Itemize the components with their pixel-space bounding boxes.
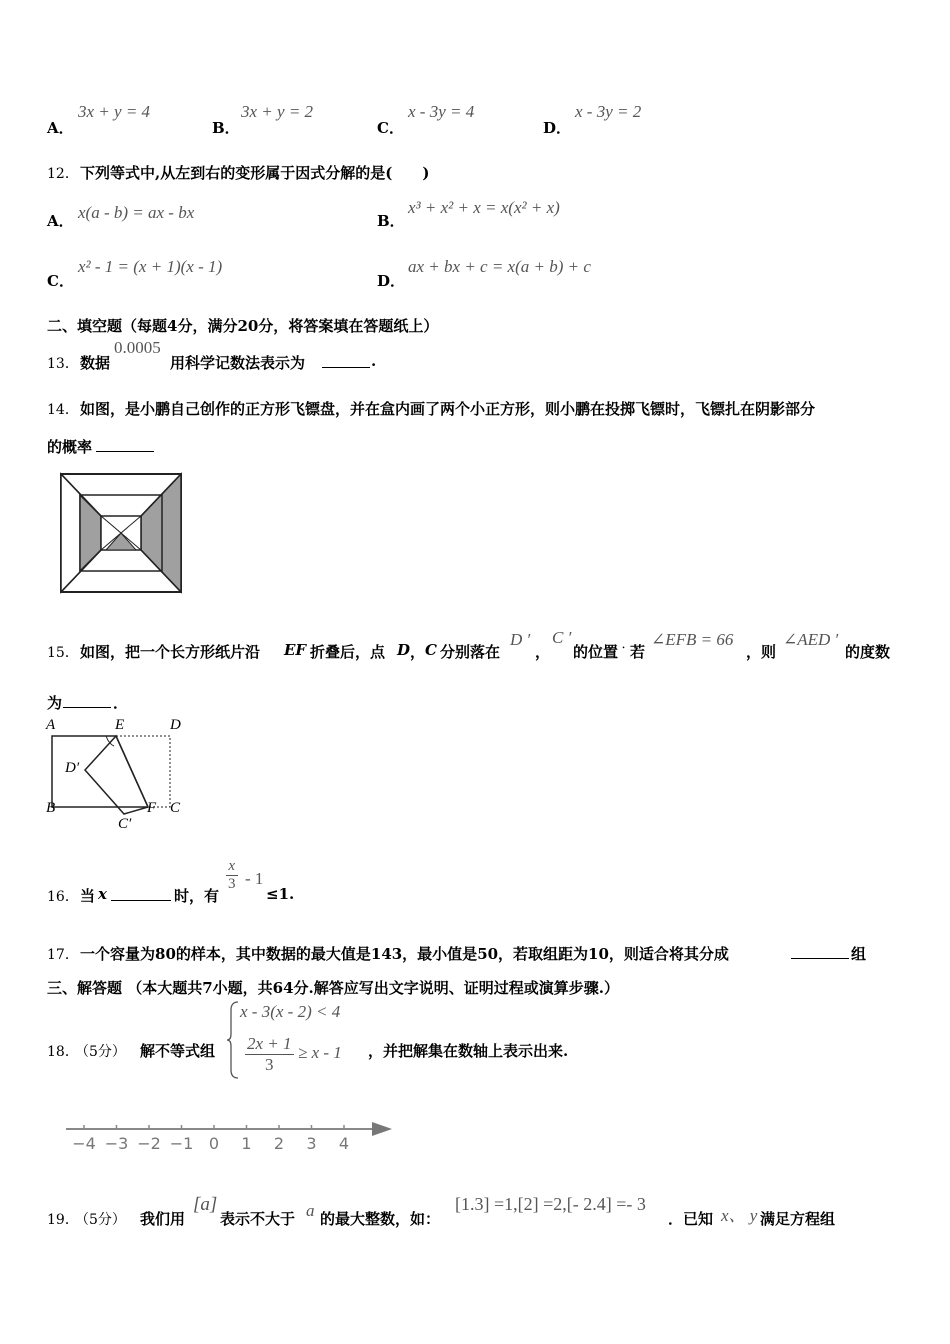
math-var: C bbox=[425, 641, 437, 659]
question-text: ≤1. bbox=[266, 885, 295, 903]
option-label: A． bbox=[47, 119, 74, 137]
math-expr: C ′ bbox=[552, 628, 572, 647]
question-number: 12． bbox=[47, 166, 79, 182]
option-expr: x³ + x² + x = x(x² + x) bbox=[408, 198, 560, 217]
question-text: 组 bbox=[851, 945, 867, 963]
question-text: 分别落在 bbox=[440, 643, 501, 661]
math-value: 0.0005 bbox=[114, 338, 161, 357]
fig-label-a: A bbox=[46, 717, 56, 733]
question-score: （5分） bbox=[75, 1044, 126, 1060]
brace-icon bbox=[226, 1000, 240, 1080]
question-text: 用科学记数法表示为 bbox=[170, 354, 306, 372]
option-label: A． bbox=[47, 212, 74, 230]
option-expr: x(a - b) = ax - bx bbox=[78, 203, 195, 222]
question-text: 折叠后，点 bbox=[310, 643, 386, 661]
question-text: 若 bbox=[630, 643, 646, 661]
number-line-label: 2 bbox=[273, 1134, 285, 1153]
question-text: 的最大整数，如： bbox=[320, 1210, 441, 1228]
folded-rectangle-figure bbox=[40, 714, 190, 838]
option-label: B． bbox=[212, 119, 240, 137]
fig-label-e: E bbox=[115, 717, 125, 733]
question-number: 17． bbox=[47, 947, 79, 963]
answer-blank bbox=[791, 944, 849, 959]
number-line bbox=[60, 1116, 400, 1156]
fig-label-b: B bbox=[46, 800, 56, 816]
fig-label-d-prime: D′ bbox=[65, 760, 80, 776]
question-number: 13． bbox=[47, 356, 79, 372]
question-text: ．已知 bbox=[668, 1210, 714, 1228]
inequality-2-rhs: ≥ x - 1 bbox=[298, 1043, 342, 1062]
question-text: 满足方程组 bbox=[760, 1210, 836, 1228]
question-text: ， bbox=[410, 643, 426, 661]
fraction-denominator: 3 bbox=[265, 1055, 274, 1074]
math-expr: ∠AED ′ bbox=[783, 630, 839, 649]
fraction-numerator: x bbox=[226, 858, 238, 876]
question-text: ， bbox=[535, 643, 551, 661]
fig-label-c: C bbox=[170, 800, 181, 816]
question-text: 的位置 bbox=[573, 643, 619, 661]
answer-blank bbox=[111, 886, 171, 901]
question-text: 解不等式组 bbox=[140, 1042, 216, 1060]
inequality-1: x - 3(x - 2) < 4 bbox=[240, 1002, 341, 1021]
option-expr: x² - 1 = (x + 1)(x - 1) bbox=[78, 257, 223, 276]
fraction-denominator: 3 bbox=[228, 876, 236, 892]
fraction bbox=[226, 858, 238, 893]
option-label: C． bbox=[47, 272, 74, 290]
fig-label-c-prime: C′ bbox=[118, 816, 132, 832]
fig-label-d: D bbox=[170, 717, 181, 733]
question-text: . bbox=[371, 352, 377, 370]
math-var: x、 y bbox=[721, 1206, 758, 1225]
option-label: D． bbox=[377, 272, 406, 290]
math-var: x bbox=[98, 885, 107, 903]
question-number: 19． bbox=[47, 1212, 79, 1228]
number-line-label: −4 bbox=[72, 1134, 96, 1153]
option-expr: x - 3y = 2 bbox=[575, 102, 642, 121]
section-heading-fill-in: 二、填空题（每题4分，满分20分，将答案填在答题纸上） bbox=[47, 317, 439, 335]
option-expr: 3x + y = 2 bbox=[241, 102, 314, 121]
question-text: 我们用 bbox=[140, 1210, 186, 1228]
number-line-label: 4 bbox=[338, 1134, 350, 1153]
fraction-numerator: 2x + 1 bbox=[247, 1034, 292, 1053]
question-text: ． bbox=[622, 640, 632, 651]
option-label: C． bbox=[377, 119, 404, 137]
option-expr: ax + bx + c = x(a + b) + c bbox=[408, 257, 591, 276]
number-line-label: −1 bbox=[169, 1134, 194, 1153]
question-text: 如图，把一个长方形纸片沿 bbox=[80, 643, 261, 661]
math-expr: - 1 bbox=[245, 869, 264, 888]
question-text: 当 bbox=[80, 887, 96, 905]
option-expr: 3x + y = 4 bbox=[78, 102, 151, 121]
number-line-label: 0 bbox=[208, 1134, 220, 1153]
option-label: D． bbox=[543, 119, 572, 137]
question-text: 如图，是小鹏自己创作的正方形飞镖盘，并在盒内画了两个小正方形，则小鹏在投掷飞镖时，飞镖扎在阴影部分 bbox=[80, 400, 816, 418]
math-expr: [a] bbox=[193, 1194, 218, 1215]
question-text: 为 bbox=[47, 694, 63, 712]
dartboard-figure bbox=[58, 471, 184, 595]
question-number: 14． bbox=[47, 402, 79, 418]
number-line-label: −2 bbox=[137, 1134, 161, 1153]
section-heading-solutions: 三、解答题 （本大题共7小题，共64分.解答应写出文字说明、证明过程或演算步骤.） bbox=[47, 979, 619, 997]
answer-blank bbox=[322, 353, 370, 368]
math-var: EF bbox=[284, 641, 307, 659]
math-expr: [1.3] =1,[2] =2,[- 2.4] =- 3 bbox=[455, 1194, 646, 1214]
question-text: ． bbox=[113, 694, 129, 712]
question-text: ，则 bbox=[746, 643, 777, 661]
number-line-label: −3 bbox=[104, 1134, 129, 1153]
question-text: 的度数 bbox=[845, 643, 891, 661]
option-expr: x - 3y = 4 bbox=[408, 102, 475, 121]
math-var: D bbox=[397, 641, 411, 659]
answer-blank bbox=[96, 437, 154, 452]
question-text: 的概率 bbox=[47, 438, 93, 456]
fig-label-f: F bbox=[147, 800, 157, 816]
option-label: B． bbox=[377, 212, 405, 230]
question-number: 18． bbox=[47, 1044, 79, 1060]
question-text: ，并把解集在数轴上表示出来. bbox=[368, 1042, 569, 1060]
question-text: 表示不大于 bbox=[220, 1210, 296, 1228]
answer-blank bbox=[63, 693, 111, 708]
question-number: 16． bbox=[47, 889, 79, 905]
question-text: 一个容量为80的样本，其中数据的最大值是143，最小值是50，若取组距为10，则适合将其分成 bbox=[80, 945, 729, 963]
fraction bbox=[245, 1034, 294, 1075]
arrow-right-icon bbox=[372, 1122, 392, 1136]
math-expr: D ′ bbox=[510, 630, 531, 649]
question-text: 数据 bbox=[80, 354, 111, 372]
math-expr: ∠EFB = 66 bbox=[651, 630, 734, 649]
question-score: （5分） bbox=[75, 1212, 126, 1228]
number-line-label: 3 bbox=[306, 1134, 317, 1153]
question-stem: 下列等式中,从左到右的变形属于因式分解的是( ) bbox=[80, 164, 430, 182]
number-line-label: 1 bbox=[241, 1134, 252, 1153]
question-text: 时，有 bbox=[174, 887, 220, 905]
math-var: a bbox=[306, 1201, 315, 1220]
question-number: 15． bbox=[47, 645, 79, 661]
